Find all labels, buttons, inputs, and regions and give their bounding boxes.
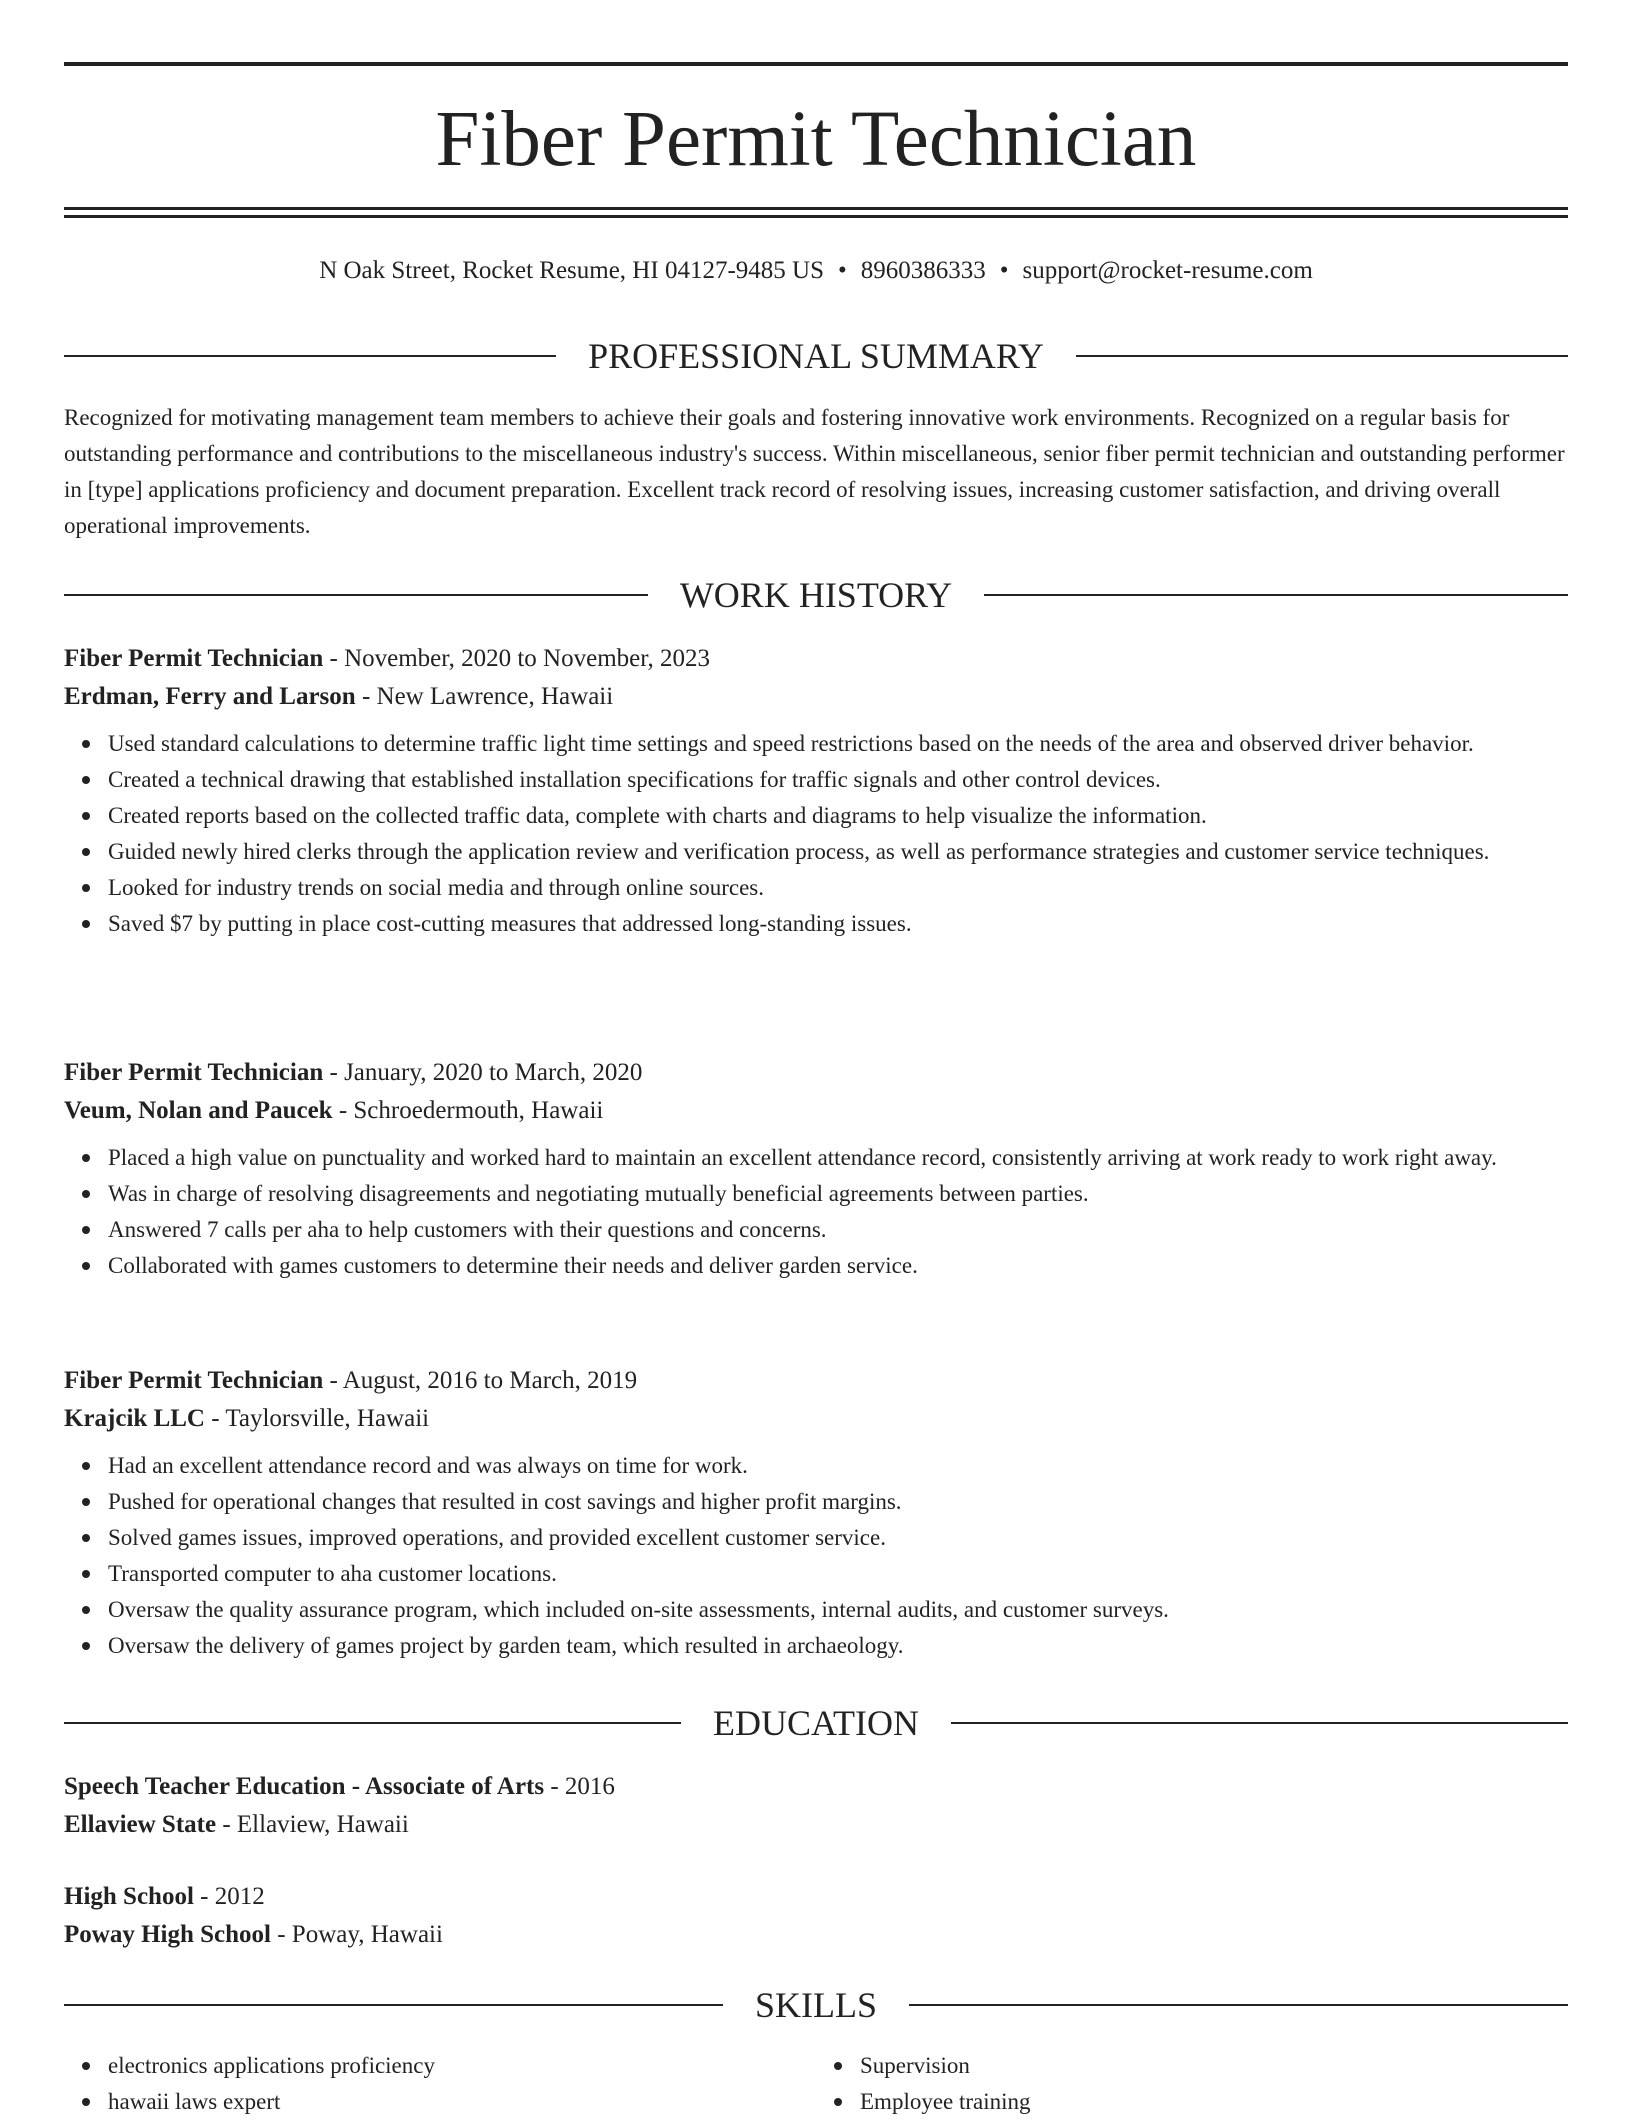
list-item: Placed a high value on punctuality and worked hard to maintain an excellent attendance record, consistently arriving at work ready to work right away. xyxy=(108,1140,1568,1176)
name-rule-lower xyxy=(64,215,1568,218)
list-item: Created reports based on the collected traffic data, complete with charts and diagrams to help visualize the information. xyxy=(108,798,1568,834)
contact-separator: • xyxy=(837,257,847,284)
skills-column-left xyxy=(64,2048,816,2120)
education-school-line xyxy=(64,1806,1568,1844)
education-entry xyxy=(64,1768,1568,1844)
skills-list xyxy=(64,2048,1568,2120)
job-dates: - January, 2020 to March, 2020 xyxy=(323,1059,643,1086)
job-company-line xyxy=(64,1400,1568,1438)
list-item: Used standard calculations to determine traffic light time settings and speed restrictions based on the needs of the area and observed driver behavior. xyxy=(108,726,1568,762)
education-year: - 2016 xyxy=(544,1773,615,1800)
job-bullets xyxy=(64,1140,1568,1284)
job-company: Veum, Nolan and Paucek xyxy=(64,1097,333,1124)
job-company: Krajcik LLC xyxy=(64,1405,205,1432)
job-bullets xyxy=(64,1448,1568,1664)
section-rule xyxy=(64,2004,723,2006)
list-item: Oversaw the delivery of games project by garden team, which resulted in archaeology. xyxy=(108,1628,1568,1664)
list-item: Had an excellent attendance record and was always on time for work. xyxy=(108,1448,1568,1484)
skill-item: electronics applications proficiency xyxy=(108,2048,816,2084)
skills-column-right xyxy=(816,2048,1568,2120)
list-item: Pushed for operational changes that resulted in cost savings and higher profit margins. xyxy=(108,1484,1568,1520)
summary-text: Recognized for motivating management team members to achieve their goals and fostering innovative work environments. Recognized on a regular basis for outstanding performance and contributions to the miscellaneous industry's success. Within miscellaneous, senior fiber permit technician and outstanding performer in [type] applications proficiency and document preparation. Excellent track record of resolving issues, increasing customer satisfaction, and driving overall operational improvements. xyxy=(64,405,1565,538)
section-rule xyxy=(951,1722,1568,1724)
job-title: Fiber Permit Technician xyxy=(64,1367,324,1394)
job-title-line xyxy=(64,640,1568,678)
education-year: - 2012 xyxy=(193,1883,265,1910)
education-location: - Poway, Hawaii xyxy=(270,1921,443,1948)
contact-address: N Oak Street, Rocket Resume, HI 04127-9485 US xyxy=(319,257,824,284)
contact-separator: • xyxy=(999,257,1009,284)
job-company: Erdman, Ferry and Larson xyxy=(64,683,356,710)
section-rule xyxy=(984,594,1568,596)
name-rule-upper xyxy=(64,207,1568,210)
education-degree-line xyxy=(64,1878,1568,1916)
education-location: - Ellaview, Hawaii xyxy=(216,1811,409,1838)
list-item: Answered 7 calls per aha to help customers with their questions and concerns. xyxy=(108,1212,1568,1248)
education-degree: High School xyxy=(64,1883,194,1910)
list-item: Was in charge of resolving disagreements and negotiating mutually beneficial agreements between parties. xyxy=(108,1176,1568,1212)
job-title-line xyxy=(64,1362,1568,1400)
job-location: - Schroedermouth, Hawaii xyxy=(332,1097,604,1124)
section-rule xyxy=(1076,355,1568,357)
section-title: PROFESSIONAL SUMMARY xyxy=(588,336,1044,376)
skill-item: Supervision xyxy=(860,2048,1568,2084)
list-item: Solved games issues, improved operations, and provided excellent customer service. xyxy=(108,1520,1568,1556)
contact-phone: 8960386333 xyxy=(860,257,986,284)
education-school: Poway High School xyxy=(64,1921,271,1948)
job-location: - New Lawrence, Hawaii xyxy=(355,683,614,710)
contact-email: support@rocket-resume.com xyxy=(1022,257,1313,284)
section-rule xyxy=(64,355,556,357)
job-company-line xyxy=(64,678,1568,716)
list-item: Transported computer to aha customer locations. xyxy=(108,1556,1568,1592)
list-item: Collaborated with games customers to determine their needs and deliver garden service. xyxy=(108,1248,1568,1284)
job-dates: - August, 2016 to March, 2019 xyxy=(323,1367,638,1394)
education-school: Ellaview State xyxy=(64,1811,217,1838)
job-entry xyxy=(64,1362,1568,1664)
summary-section-header xyxy=(64,334,1568,378)
job-title: Fiber Permit Technician xyxy=(64,645,324,672)
education-degree: Speech Teacher Education - Associate of Arts xyxy=(64,1773,545,1800)
job-entry xyxy=(64,640,1568,942)
list-item: Created a technical drawing that established installation specifications for traffic signals and other control devices. xyxy=(108,762,1568,798)
section-title: EDUCATION xyxy=(713,1703,919,1743)
list-item: Oversaw the quality assurance program, which included on-site assessments, internal audits, and customer surveys. xyxy=(108,1592,1568,1628)
job-title: Fiber Permit Technician xyxy=(64,1059,324,1086)
job-company-line xyxy=(64,1092,1568,1130)
education-section-header xyxy=(64,1701,1568,1745)
section-title: SKILLS xyxy=(755,1985,878,2025)
skills-section-header xyxy=(64,1983,1568,2027)
candidate-name: Fiber Permit Technician xyxy=(435,96,1197,183)
section-rule xyxy=(909,2004,1568,2006)
section-title: WORK HISTORY xyxy=(679,575,953,615)
skill-item: Employee training xyxy=(860,2084,1568,2120)
job-location: - Taylorsville, Hawaii xyxy=(204,1405,430,1432)
job-bullets xyxy=(64,726,1568,942)
education-entry xyxy=(64,1878,1568,1954)
list-item: Guided newly hired clerks through the application review and verification process, as well as performance strategies and customer service techniques. xyxy=(108,834,1568,870)
job-title-line xyxy=(64,1054,1568,1092)
section-rule xyxy=(64,594,648,596)
job-entry xyxy=(64,1054,1568,1284)
education-school-line xyxy=(64,1916,1568,1954)
section-rule xyxy=(64,1722,681,1724)
work-section-header xyxy=(64,573,1568,617)
job-dates: - November, 2020 to November, 2023 xyxy=(323,645,711,672)
list-item: Looked for industry trends on social media and through online sources. xyxy=(108,870,1568,906)
skill-item: hawaii laws expert xyxy=(108,2084,816,2120)
list-item: Saved $7 by putting in place cost-cutting measures that addressed long-standing issues. xyxy=(108,906,1568,942)
top-rule xyxy=(64,62,1568,66)
education-degree-line xyxy=(64,1768,1568,1806)
contact-info xyxy=(64,253,1568,289)
